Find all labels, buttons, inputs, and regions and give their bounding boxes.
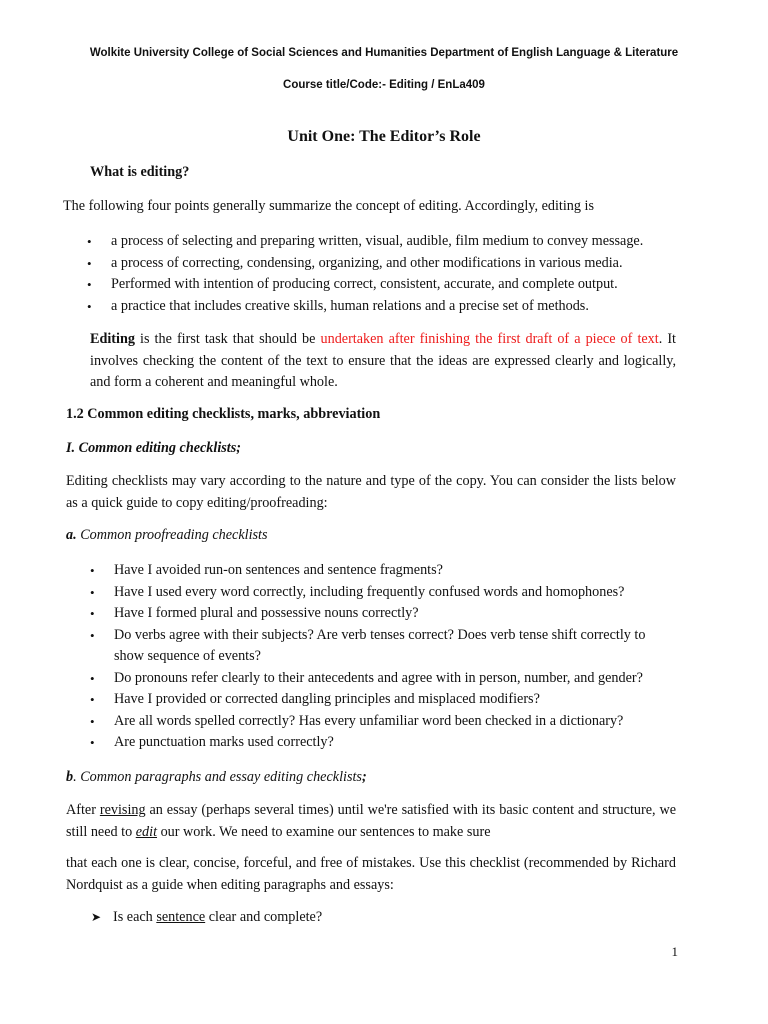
edit-link[interactable]: edit [135,823,158,840]
definitions-list [87,231,687,317]
list-item: • a process of selecting and preparing written, visual, audible, film medium to convey message. [87,231,687,253]
course-header: Course title/Code:- Editing / EnLa409 [283,79,485,91]
editing-term: Editing [90,331,135,347]
highlighted-text: undertaken after finishing the first draft of a piece of text [320,331,659,347]
institution-header: Wolkite University College of Social Sciences and Humanities Department of English Language & Literature [89,47,679,59]
after-revising-paragraph: After revising an essay (perhaps several times) until we're satisfied with its basic content and structure, we still need to edit our work. We need to examine our sentences to make sure [66,802,677,840]
unit-title: Unit One: The Editor’s Role [287,128,481,145]
list-item: • Do pronouns refer clearly to their antecedents and agree with in person, number, and gender? [90,668,678,690]
list-item: • Have I formed plural and possessive nouns correctly? [90,603,678,625]
list-item: • a practice that includes creative skills, human relations and a precise set of methods. [87,296,687,318]
editing-paragraph: Editing is the first task that should be undertaken after finishing the first draft of a piece of text. It involves checking the content of the text to ensure that the ideas are expressed clearly and logically, and form a coherent and meaningful whole. [90,331,676,390]
list-item: • Have I provided or corrected dangling principles and misplaced modifiers? [90,689,678,711]
proofreading-checklist [90,560,678,754]
list-item: • Have I avoided run-on sentences and sentence fragments? [90,560,678,582]
subheading-proofreading: a. Common proofreading checklists [66,527,268,543]
revising-link[interactable]: revising [99,802,146,818]
arrow-bullet-icon: ➤ [91,910,102,924]
checklist-usage-paragraph: that each one is clear, concise, forceful, and free of mistakes. Use this checklist (recommended by Richard Nordquist as a guide when editing paragraphs and essays: [66,855,676,893]
intro-text: The following four points generally summarize the concept of editing. Accordingly, editing is [63,198,594,214]
checklist-intro: Editing checklists may vary according to the nature and type of the copy. You can consider the lists below as a quick guide to copy editing/proofreading: [66,473,676,511]
list-item: • Are all words spelled correctly? Has every unfamiliar word been checked in a dictionary? [90,711,678,733]
list-item: • Are punctuation marks used correctly? [90,732,678,754]
list-item: • Performed with intention of producing correct, consistent, accurate, and complete output. [87,274,687,296]
subheading-common-checklists: I. Common editing checklists; [66,440,241,456]
subheading-essay-checklists: b. Common paragraphs and essay editing checklists; [66,769,367,785]
what-is-editing-heading: What is editing? [90,164,190,180]
list-item: • Have I used every word correctly, including frequently confused words and homophones? [90,582,678,604]
page-number: 1 [671,944,678,959]
list-item: • Do verbs agree with their subjects? Are verb tenses correct? Does verb tense shift correctly to show sequence of events? [90,625,678,668]
sentence-link[interactable]: sentence [156,909,206,925]
section-heading: 1.2 Common editing checklists, marks, abbreviation [66,406,381,422]
arrow-list-item: Is each sentence clear and complete? [113,909,323,925]
list-item: • a process of correcting, condensing, organizing, and other modifications in various media. [87,253,687,275]
